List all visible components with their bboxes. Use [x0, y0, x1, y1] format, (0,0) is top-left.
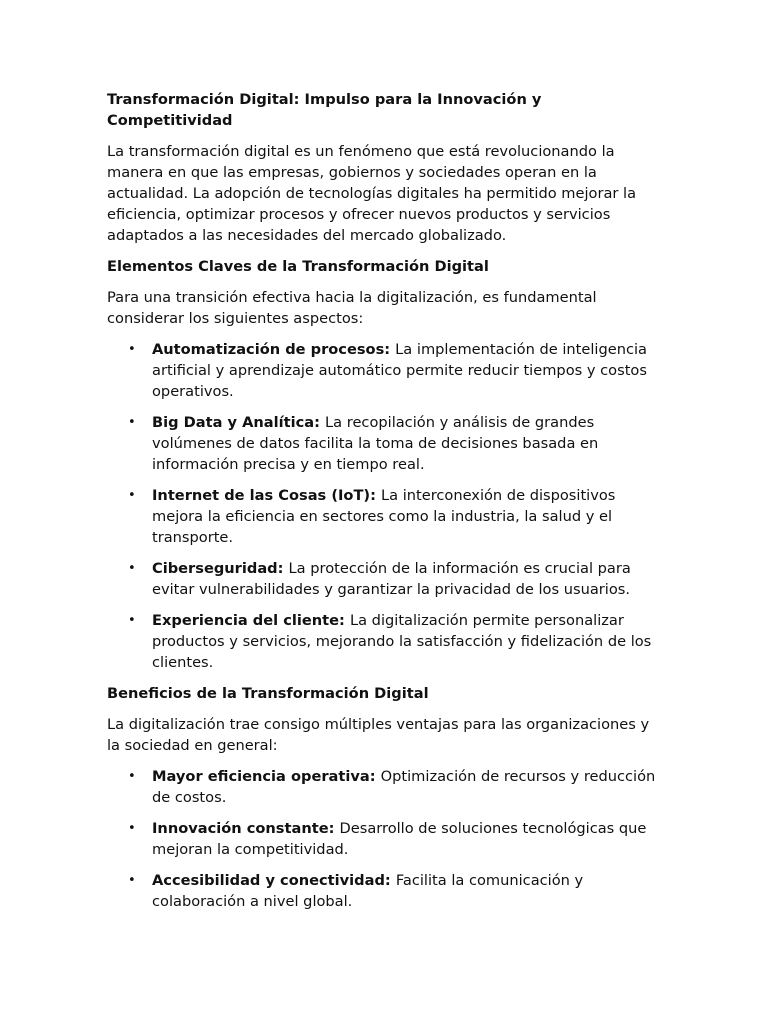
bullet-icon: • — [128, 613, 136, 628]
beneficios-list — [107, 766, 663, 912]
list-item — [107, 339, 663, 402]
list-item — [107, 766, 663, 808]
bullet-icon: • — [128, 873, 136, 888]
item-text: La implementación de inteligencia artificial y aprendizaje automático permite reducir tiempos y costos operativos. — [152, 341, 647, 400]
bullet-icon: • — [128, 769, 136, 784]
list-item — [107, 558, 663, 600]
item-term: Big Data y Analítica: — [152, 414, 326, 431]
section-lead-beneficios: La digitalización trae consigo múltiples ventajas para las organizaciones y la sociedad en general: — [107, 716, 650, 754]
bullet-icon: • — [128, 821, 136, 836]
item-term: Internet de las Cosas (IoT): — [152, 487, 381, 504]
item-text: La interconexión de dispositivos mejora la eficiencia en sectores como la industria, la salud y el transporte. — [152, 487, 616, 546]
item-text: Facilita la comunicación y colaboración a nivel global. — [152, 872, 584, 910]
section-heading-elementos: Elementos Claves de la Transformación Digital — [107, 258, 489, 275]
list-item — [107, 485, 663, 548]
document-title: Transformación Digital: Impulso para la Innovación y Competitividad — [107, 91, 542, 129]
list-item — [107, 870, 663, 912]
item-text: La digitalización permite personalizar productos y servicios, mejorando la satisfacción y fidelización de los clientes. — [152, 612, 652, 671]
list-item — [107, 610, 663, 673]
item-term: Accesibilidad y conectividad: — [152, 872, 396, 889]
item-term: Innovación constante: — [152, 820, 340, 837]
item-text: La protección de la información es crucial para evitar vulnerabilidades y garantizar la privacidad de los usuarios. — [152, 560, 631, 598]
item-text: Desarrollo de soluciones tecnológicas que mejoran la competitividad. — [152, 820, 647, 858]
bullet-icon: • — [128, 342, 136, 357]
bullet-icon: • — [128, 488, 136, 503]
item-text: La recopilación y análisis de grandes volúmenes de datos facilita la toma de decisiones basada en información precisa y en tiempo real. — [152, 414, 599, 473]
list-item — [107, 412, 663, 475]
bullet-icon: • — [128, 561, 136, 576]
intro-paragraph: La transformación digital es un fenómeno que está revolucionando la manera en que las empresas, gobiernos y sociedades operan en la actualidad. La adopción de tecnologías digitales ha permitido mejorar la eficiencia, optimizar procesos y ofrecer nuevos productos y servicios adaptados a las necesidades del mercado globalizado. — [107, 143, 637, 244]
item-text: Optimización de recursos y reducción de costos. — [152, 768, 656, 806]
section-lead-elementos: Para una transición efectiva hacia la digitalización, es fundamental considerar los siguientes aspectos: — [107, 289, 597, 327]
bullet-icon: • — [128, 415, 136, 430]
document-page — [107, 89, 663, 922]
item-term: Mayor eficiencia operativa: — [152, 768, 381, 785]
item-term: Ciberseguridad: — [152, 560, 289, 577]
item-term: Automatización de procesos: — [152, 341, 396, 358]
section-heading-beneficios: Beneficios de la Transformación Digital — [107, 685, 429, 702]
elementos-list — [107, 339, 663, 673]
item-term: Experiencia del cliente: — [152, 612, 350, 629]
list-item — [107, 818, 663, 860]
